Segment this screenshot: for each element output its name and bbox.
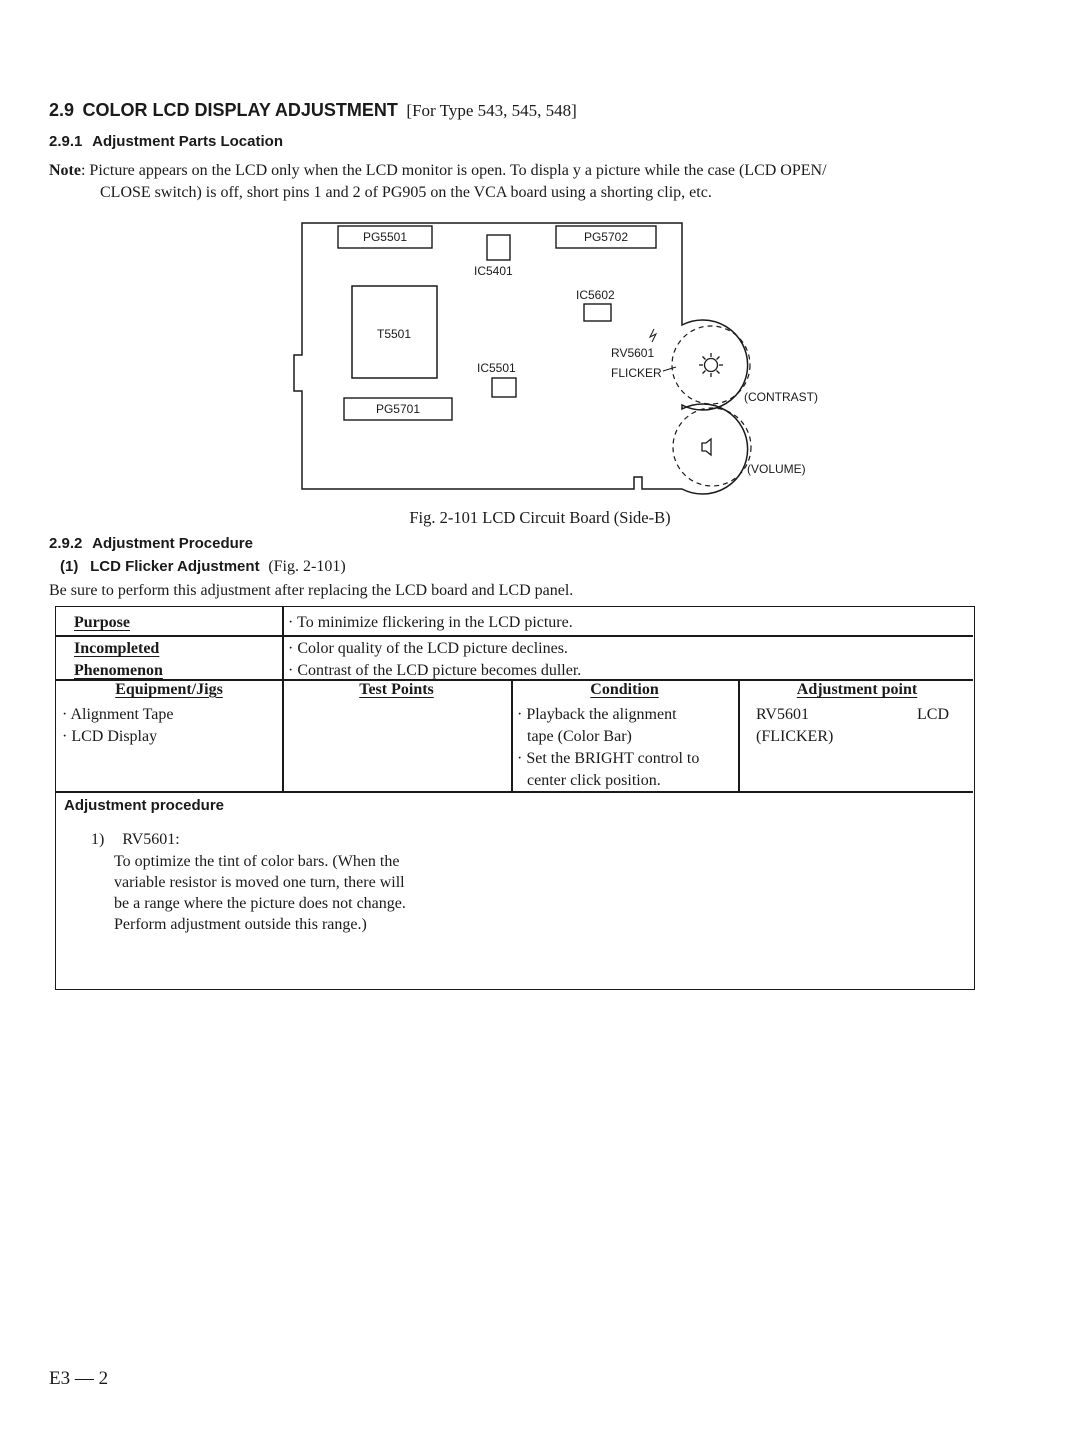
phenomenon-value-2: · Contrast of the LCD picture becomes duller.	[288, 662, 582, 679]
note-text-1: : Picture appears on the LCD only when the LCD monitor is open. To displa y a picture while the case (LCD OPEN/	[80, 162, 827, 179]
volume-dial-circle	[673, 408, 751, 486]
subsection-292-title: Adjustment Procedure	[92, 535, 253, 552]
volume-label: (VOLUME)	[747, 462, 806, 476]
condition-line-2: tape (Color Bar)	[527, 728, 632, 745]
subsection-291-title: Adjustment Parts Location	[92, 133, 283, 150]
procedure-line-2: variable resistor is moved one turn, there will	[114, 874, 405, 891]
t5501-label: T5501	[376, 327, 412, 341]
item1-figref: (Fig. 2-101)	[268, 558, 346, 575]
condition-line-3: · Set the BRIGHT control to	[517, 750, 700, 767]
condition-line-1: · Playback the alignment	[517, 706, 677, 723]
item1-note: Be sure to perform this adjustment after replacing the LCD board and LCD panel.	[49, 582, 574, 599]
flicker-symbol	[650, 329, 656, 342]
purpose-label: Purpose	[74, 614, 130, 631]
item1-heading	[60, 558, 346, 576]
row-divider-3	[56, 791, 973, 793]
procedure-line-3: be a range where the picture does not change.	[114, 895, 406, 912]
procedure-label: Adjustment procedure	[64, 797, 225, 814]
note-label: Note	[49, 162, 81, 179]
ic5401-label: IC5401	[474, 264, 513, 278]
subsection-292-number: 2.9.2	[49, 535, 83, 552]
pg5501-label: PG5501	[362, 230, 408, 244]
adjustment-table	[55, 606, 975, 990]
subsection-291-heading	[49, 133, 283, 151]
procedure-step-title: RV5601:	[122, 831, 180, 848]
note-line1	[49, 160, 827, 182]
equipment-item-1: · Alignment Tape	[62, 706, 174, 723]
subsection-292-heading	[49, 535, 253, 553]
section-number: 2.9	[49, 100, 75, 120]
item1-number: (1)	[60, 558, 79, 575]
header-equipment: Equipment/Jigs	[115, 681, 223, 698]
procedure-line-4: Perform adjustment outside this range.)	[114, 916, 367, 933]
header-condition: Condition	[590, 681, 659, 698]
ic5602-label: IC5602	[576, 288, 615, 302]
pg5701-label: PG5701	[375, 402, 421, 416]
item1-title: LCD Flicker Adjustment	[90, 558, 260, 575]
equipment-item-2: · LCD Display	[62, 728, 158, 745]
procedure-step-number: 1)	[91, 831, 105, 848]
procedure-step	[91, 829, 180, 851]
adjustment-point-rv5601: RV5601	[756, 706, 809, 723]
contrast-label: (CONTRAST)	[744, 390, 818, 404]
pg5702-label: PG5702	[583, 230, 629, 244]
note-line2: CLOSE switch) is off, short pins 1 and 2 of PG905 on the VCA board using a shorting clip, etc.	[100, 184, 712, 201]
subsection-291-number: 2.9.1	[49, 133, 83, 150]
speaker-icon	[702, 439, 711, 455]
ic5602-chip	[584, 304, 611, 321]
header-adjustment-point: Adjustment point	[796, 681, 918, 698]
row-divider-1	[56, 635, 973, 637]
incompleted-label: Incompleted	[74, 640, 160, 657]
section-suffix: [For Type 543, 545, 548]	[406, 101, 577, 120]
section-heading	[49, 100, 577, 121]
phenomenon-label: Phenomenon	[74, 662, 163, 679]
flicker-label: FLICKER	[611, 366, 662, 380]
ic5501-chip	[492, 378, 516, 397]
ic5501-label: IC5501	[477, 361, 516, 375]
col-divider-1	[282, 607, 284, 791]
adjustment-point-flicker: (FLICKER)	[756, 728, 834, 745]
page-number: E3 — 2	[49, 1368, 109, 1389]
bulb-icon	[699, 353, 723, 377]
lcd-circuit-board-diagram	[290, 213, 770, 513]
purpose-value: · To minimize flickering in the LCD picture.	[288, 614, 573, 631]
phenomenon-value-1: · Color quality of the LCD picture declines.	[288, 640, 568, 657]
section-title: COLOR LCD DISPLAY ADJUSTMENT	[82, 100, 398, 120]
rv5601-label: RV5601	[611, 346, 655, 360]
adjustment-point-lcd: LCD	[917, 706, 949, 723]
procedure-line-1: To optimize the tint of color bars. (When the	[114, 853, 400, 870]
condition-line-4: center click position.	[527, 772, 661, 789]
figure-caption: Fig. 2-101 LCD Circuit Board (Side-B)	[409, 508, 671, 527]
header-test-points: Test Points	[359, 681, 434, 698]
flicker-pointer-line	[663, 367, 676, 371]
ic5401-chip	[487, 235, 510, 260]
board-outline	[294, 223, 748, 494]
